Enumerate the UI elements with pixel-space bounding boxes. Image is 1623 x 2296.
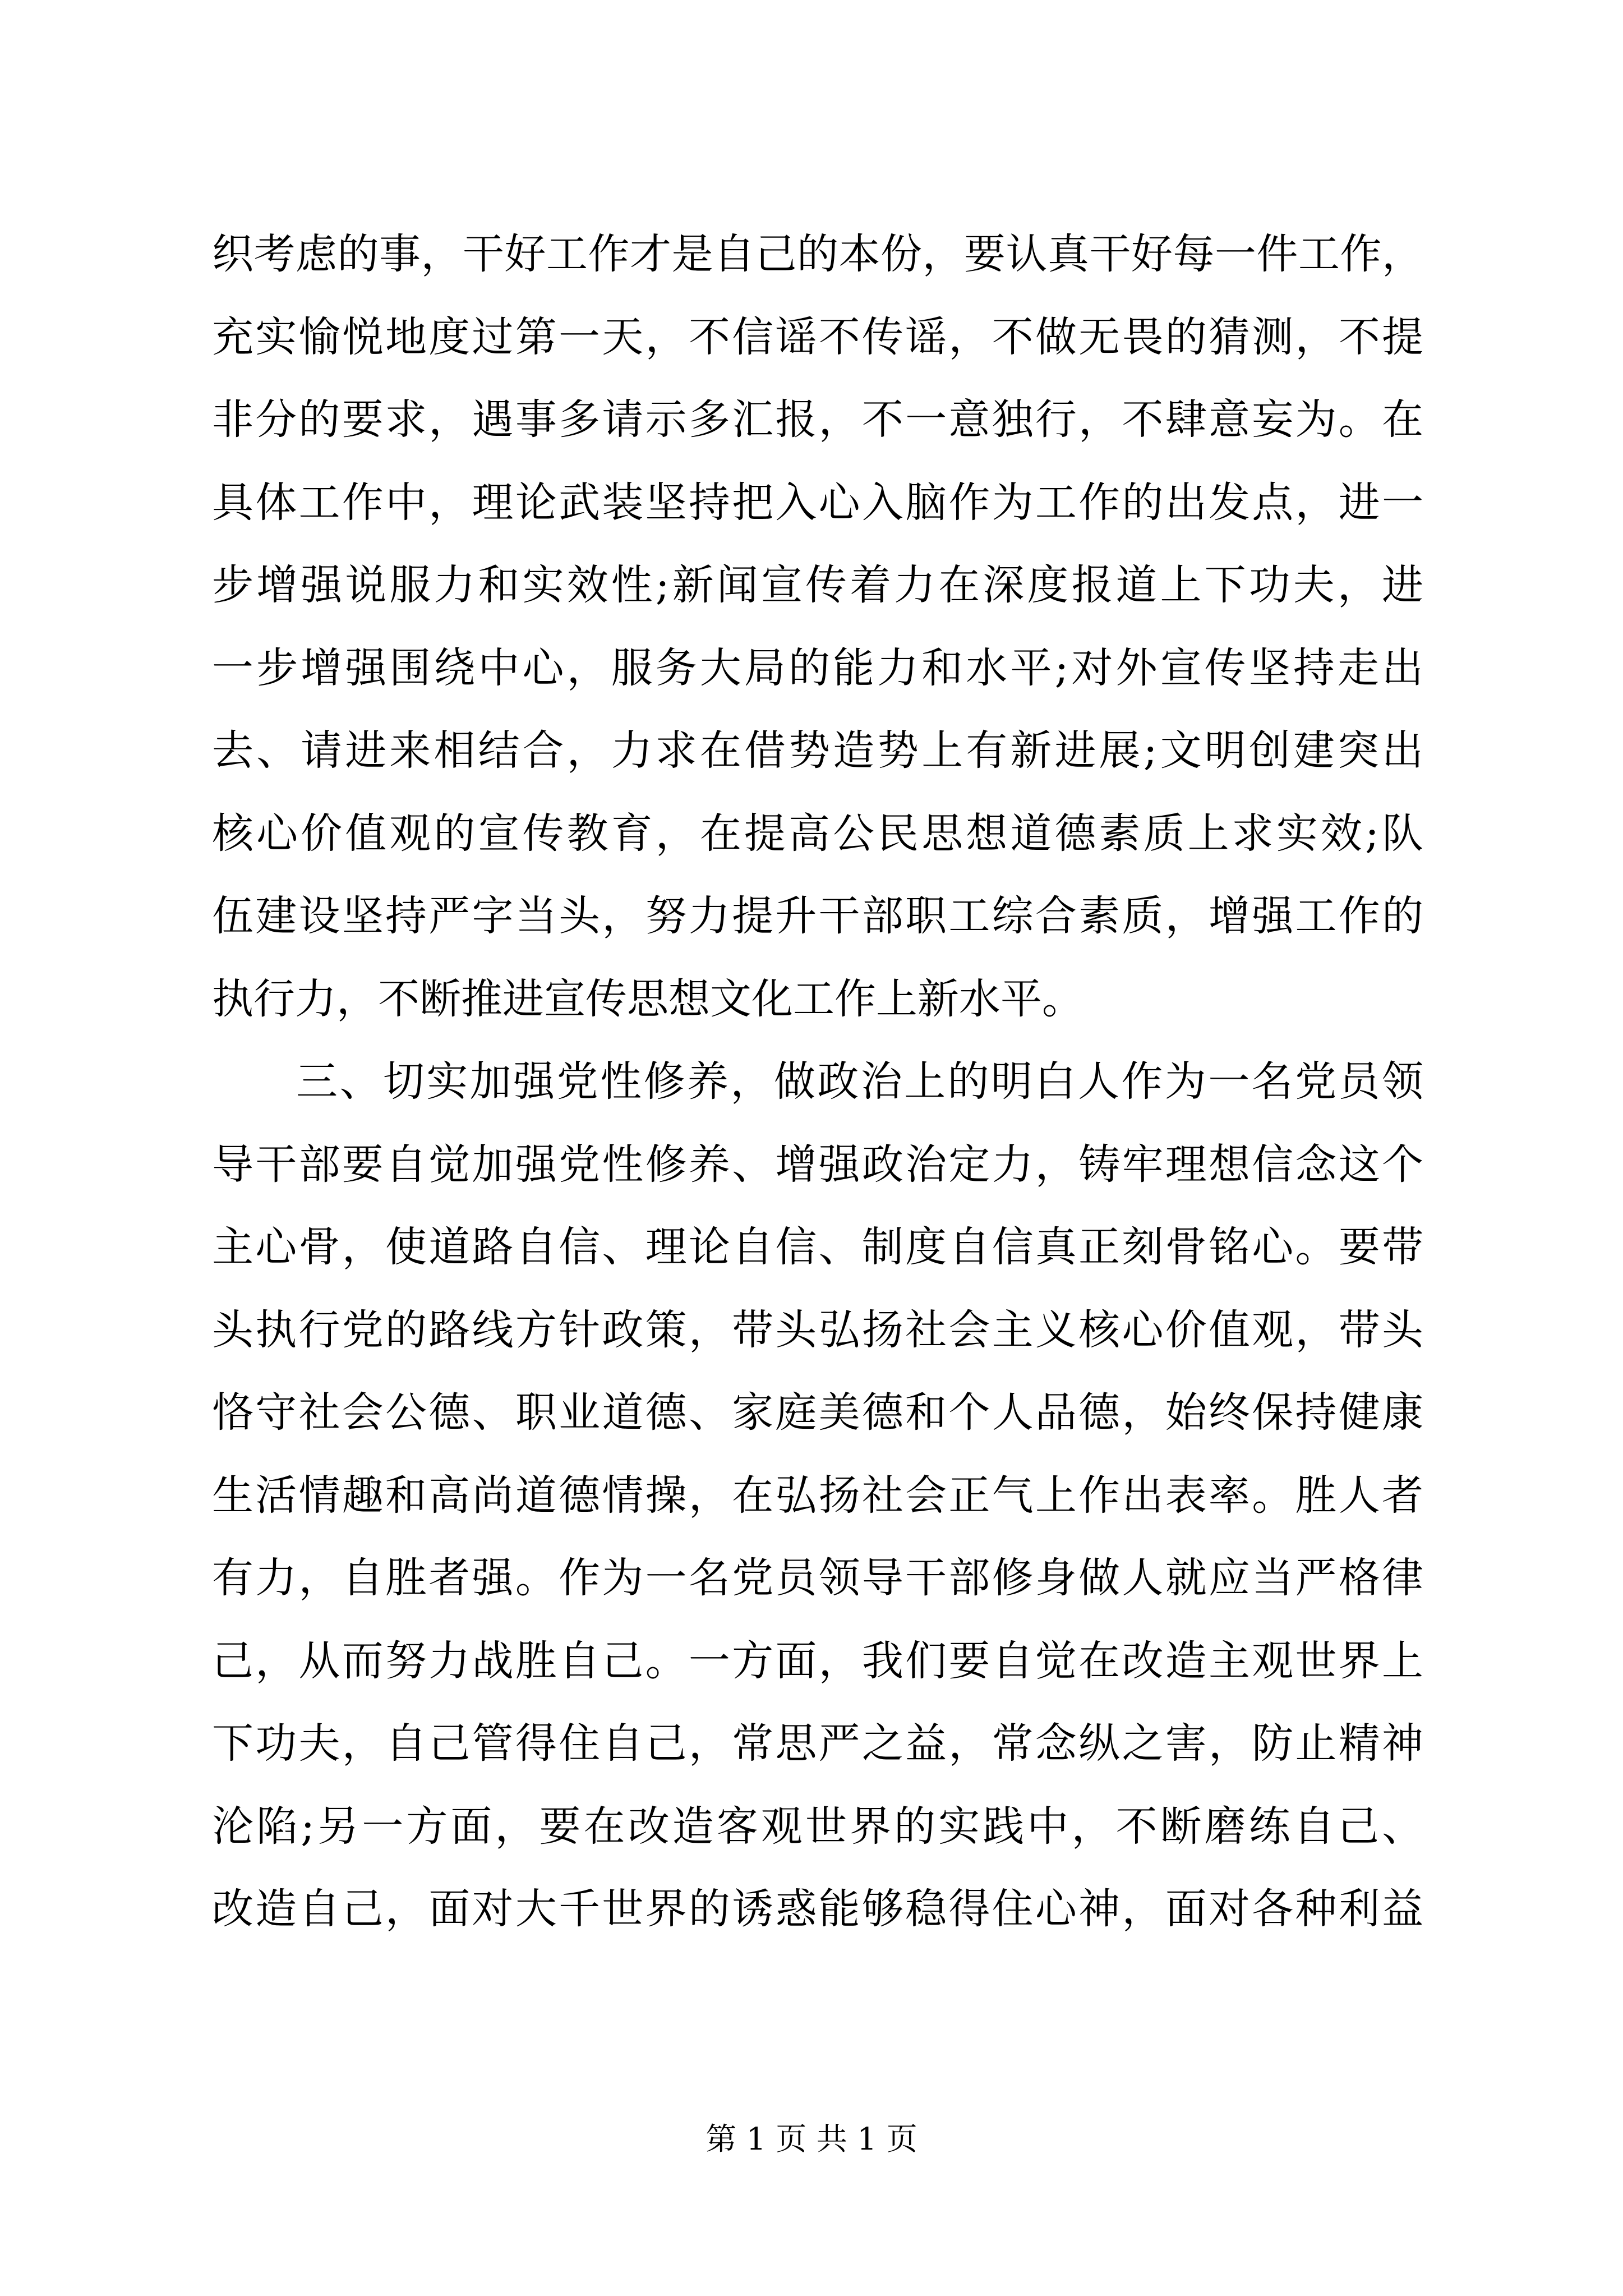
section-heading-line: 三、切实加强党性修养，做政治上的明白人作为一名党员领: [296, 1057, 1423, 1106]
text-line-19: 下功夫，自己管得住自己，常思严之益，常念纵之害，防止精神: [212, 1719, 1423, 1768]
text-line-17: 有力，自胜者强。作为一名党员领导干部修身做人就应当严格律: [212, 1554, 1423, 1602]
document-body: [212, 213, 1423, 1951]
text-line-20: 沦陷;另一方面，要在改造客观世界的实践中，不断磨练自己、: [212, 1802, 1423, 1851]
text-line-14: 头执行党的路线方针政策，带头弘扬社会主义核心价值观，带头: [212, 1305, 1423, 1354]
text-line-10: 执行力，不断推进宣传思想文化工作上新水平。: [212, 974, 1083, 1023]
text-line-12: 导干部要自觉加强党性修养、增强政治定力，铸牢理想信念这个: [212, 1140, 1423, 1189]
text-line-9: 伍建设坚持严字当头，努力提升干部职工综合素质，增强工作的: [212, 892, 1423, 940]
text-line-8: 核心价值观的宣传教育，在提高公民思想道德素质上求实效;队: [212, 809, 1423, 858]
text-line-1: 织考虑的事，干好工作才是自己的本份，要认真干好每一件工作，: [212, 230, 1423, 278]
text-line-4: 具体工作中，理论武装坚持把入心入脑作为工作的出发点，进一: [212, 478, 1423, 527]
text-line-5: 步增强说服力和实效性;新闻宣传着力在深度报道上下功夫，进: [212, 561, 1423, 609]
text-line-16: 生活情趣和高尚道德情操，在弘扬社会正气上作出表率。胜人者: [212, 1471, 1423, 1520]
text-line-2: 充实愉悦地度过第一天，不信谣不传谣，不做无畏的猜测，不提: [212, 312, 1423, 361]
text-line-13: 主心骨，使道路自信、理论自信、制度自信真正刻骨铭心。要带: [212, 1223, 1423, 1271]
page-footer: [0, 2119, 1623, 2159]
text-line-6: 一步增强围绕中心，服务大局的能力和水平;对外宣传坚持走出: [212, 643, 1423, 692]
text-line-7: 去、请进来相结合，力求在借势造势上有新进展;文明创建突出: [212, 726, 1423, 775]
page-number-label: 第 1 页 共 1 页: [706, 2121, 917, 2157]
text-line-18: 己，从而努力战胜自己。一方面，我们要自觉在改造主观世界上: [212, 1636, 1423, 1685]
text-line-15: 恪守社会公德、职业道德、家庭美德和个人品德，始终保持健康: [212, 1388, 1423, 1437]
text-line-3: 非分的要求，遇事多请示多汇报，不一意独行，不肆意妄为。在: [212, 395, 1423, 444]
text-line-21: 改造自己，面对大千世界的诱惑能够稳得住心神，面对各种利益: [212, 1885, 1423, 1933]
